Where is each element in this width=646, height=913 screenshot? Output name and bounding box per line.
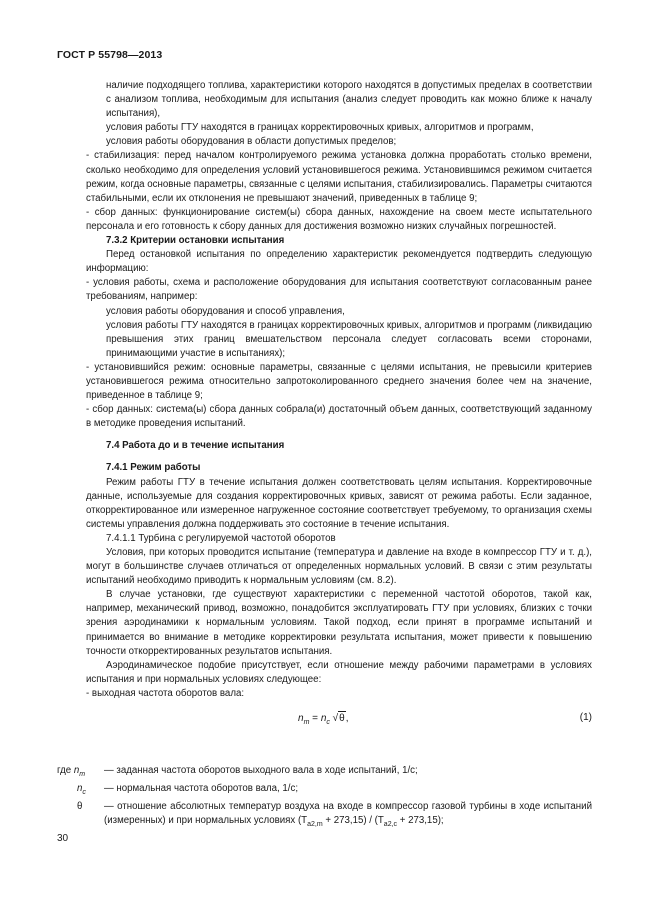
where-dash: — — [104, 765, 114, 776]
formula-rhs: n — [320, 713, 327, 725]
section-heading: 7.4.1 Режим работы — [106, 462, 201, 474]
where-label — [57, 800, 104, 832]
paragraph: - выходная частота оборотов вала: — [86, 687, 245, 699]
where-text: + 273,15) / (T — [322, 815, 384, 827]
where-symbol-main: n — [77, 783, 83, 795]
where-dash: — — [104, 801, 114, 813]
where-symbol-sub: c — [82, 788, 86, 796]
where-text: заданная частота оборотов выходного вала в ходе испытаний, 1/с; — [116, 765, 418, 776]
where-text: + 273,15); — [397, 815, 444, 827]
where-symbol-sub: m — [79, 770, 86, 778]
formula-end: , — [345, 713, 349, 725]
where-symbol-main: θ — [77, 801, 83, 813]
where-definition — [104, 800, 592, 832]
where-row — [57, 800, 592, 832]
where-row — [57, 782, 592, 800]
subsection-title: 7.4.1.1 Турбина с регулируемой частотой оборотов — [106, 532, 336, 544]
page-body — [86, 79, 592, 733]
where-symbol — [74, 764, 92, 782]
section-heading: 7.4 Работа до и в течение испытания — [106, 440, 285, 452]
paragraph: - сбор данных: система(ы) сбора данных собрала(и) достаточный объем данных, соответствующий заданному в методике проведения испытаний. — [86, 404, 592, 430]
where-symbol — [77, 782, 95, 800]
formula-1 — [86, 707, 592, 733]
paragraph: Аэродинамическое подобие присутствует, если отношение между рабочими параметрами в условиях испытания и при нормальных условиях следующее: — [86, 659, 592, 685]
list-item: условия работы ГТУ находятся в границах корректировочных кривых, алгоритмов и программ (ликвидацию превышения этих границ вмешательством персонала следует согласовать всеми сторонами, принимающими участие в испытаниях); — [106, 319, 592, 359]
paragraph: - установившийся режим: основные параметры, связанные с целями испытания, не превысили критериев установившегося режима относительно запротоколированного среднего значения более чем на значение, приведенное в таблице 9; — [86, 361, 592, 402]
paragraph: - условия работы, схема и расположение оборудования для испытания соответствуют согласованным ранее требованиям, например: — [86, 277, 592, 303]
paragraph: В случае установки, где существуют характеристики с переменной частотой оборотов, такой как, например, механический привод, возможно, понадобится эксплуатировать ГТУ при условиях, близких с точки зрения аэродинамики к нормальным условиям. Такой подход, если принят в программе испытаний и принимается во внимание в методике корректировки результата испытания, может привести к повышению точности откорректированных результатов испытания. — [86, 589, 592, 657]
formula-expression — [298, 711, 349, 730]
document-header: ГОСТ Р 55798—2013 — [57, 49, 163, 61]
list-item: условия работы оборудования и способ управления, — [106, 305, 345, 317]
page-number: 30 — [57, 833, 69, 844]
where-symbol — [77, 800, 95, 814]
where-text: нормальная частота оборотов вала, 1/с; — [116, 783, 299, 795]
section-heading: 7.3.2 Критерии остановки испытания — [106, 235, 285, 247]
paragraph: Условия, при которых проводится испытание (температура и давление на входе в компрессор ГТУ и т. д.), могут в большинстве случаев отличаться от определенных нормальных условий. В связи с этим результаты испытаний необходимо приводить к нормальным условиям (см. 8.2). — [86, 547, 592, 587]
where-sub: a2,m — [307, 821, 323, 829]
paragraph: - сбор данных: функционирование систем(ы) сбора данных, нахождение на своем месте испытательного персонала и его готовность к сбору данных для достижения возможно низких случайных погрешностей. — [86, 206, 592, 232]
where-label — [57, 782, 104, 800]
formula-equals: = — [309, 713, 321, 725]
where-row — [57, 764, 592, 782]
paragraph: - стабилизация: перед началом контролируемого режима установка должна проработать столько времени, сколько необходимо для определения условий установившегося режима. Установившимся режимом считается режим, когда основные параметры, связанные с целями испытания, стабилизировались. Параметры считаются стабильными, если их отклонения не превышают значений, приведенных в таблице 9; — [86, 150, 592, 204]
paragraph: Режим работы ГТУ в течение испытания должен соответствовать целям испытания. Корректировочные данные, используемые для создания корректировочных кривых, зависят от режима работы. Если заданное, откорректированное или измеренное нагруженное состояние соответствует требуемому, то организация схемы системы управления должна поддерживать это состояние в течение испытания. — [86, 476, 592, 530]
where-label-text: где — [57, 765, 72, 776]
where-definition — [104, 782, 592, 800]
where-label — [57, 764, 104, 782]
formula-number: (1) — [579, 712, 592, 724]
list-item: наличие подходящего топлива, характеристики которого находятся в допустимых пределах в соответствии с анализом топлива, необходимым для испытания (анализ следует проводить как можно ближе к началу испытания), — [106, 80, 592, 120]
list-item: условия работы оборудования в области допустимых пределов; — [106, 136, 397, 148]
where-block — [57, 764, 592, 832]
list-item: условия работы ГТУ находятся в границах корректировочных кривых, алгоритмов и программ, — [106, 122, 534, 134]
where-sub: a2,c — [383, 821, 398, 829]
where-text: отношение абсолютных температур воздуха на входе в компрессор газовой турбины в ходе испытаний (измеренных) и при нормальных условиях (T — [104, 801, 592, 827]
formula-lhs-sub: m — [303, 719, 310, 727]
where-symbol-main: n — [73, 765, 80, 776]
formula-radicand: θ — [338, 711, 346, 726]
formula-rhs-sub: c — [326, 719, 330, 727]
sqrt-symbol: √θ — [333, 711, 346, 726]
where-definition — [104, 764, 592, 782]
formula-lhs: n — [298, 713, 304, 725]
paragraph: Перед остановкой испытания по определению характеристик рекомендуется подтвердить следующую информацию: — [86, 249, 592, 275]
where-dash: — — [104, 783, 114, 795]
